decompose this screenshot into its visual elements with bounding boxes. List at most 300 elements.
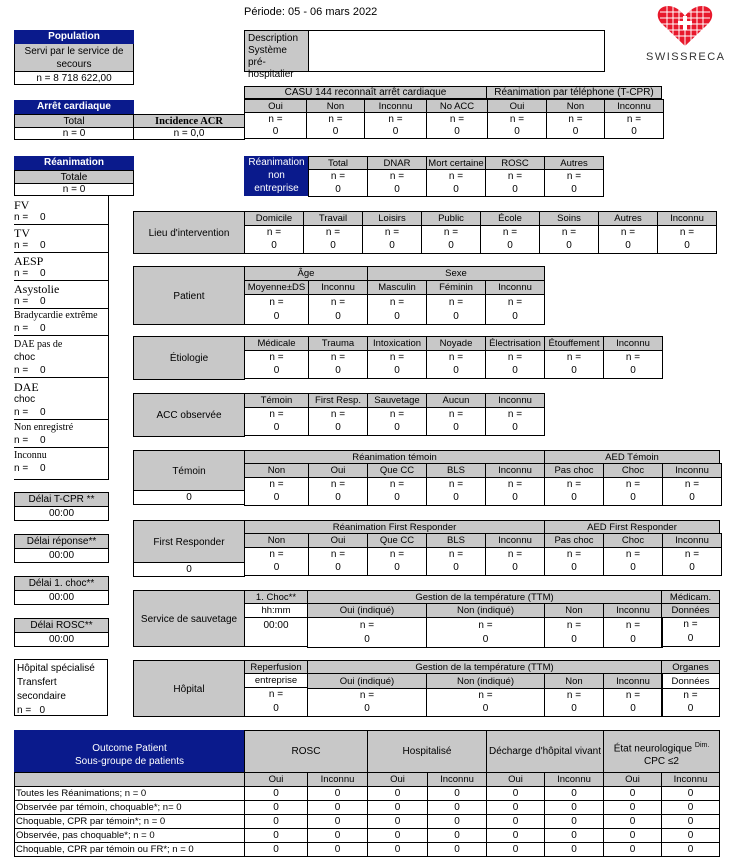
n-label: n = [625,620,641,631]
n-label: n = [389,479,405,490]
hopspec-box [14,659,108,716]
value-text: 0 [448,240,454,251]
outcome-value: 0 [367,786,428,801]
value-text: 0 [389,240,395,251]
value-text: 0 [335,311,341,322]
outcome-value: 0 [367,842,428,857]
outcome-value: 0 [307,800,368,815]
value-text: 0 [630,562,636,573]
column-header: Autres [544,156,604,170]
age-header: Âge [244,266,368,281]
n-label: n = [679,227,695,238]
divider [14,335,109,336]
n-label: n = [566,352,582,363]
column-header: Témoin [244,393,309,408]
outcome-value: 0 [603,842,662,857]
n-label: n = [389,409,405,420]
value-text: 0 [453,422,459,433]
divider [14,308,109,309]
value-text: 0 [392,126,399,137]
n-label: n = [448,171,464,182]
column-header: Choc [603,533,663,548]
n-label: n = [388,114,403,125]
column-header: Que CC [367,463,427,478]
description-input[interactable] [308,30,605,72]
outcome-value: 0 [544,842,604,857]
n-label: n = [566,549,582,560]
value-text: 0 [687,703,694,714]
outcome-value: 0 [367,814,428,829]
outcome-value: 0 [486,828,545,843]
value-text: 0 [453,365,459,376]
column-header: Inconnu [485,280,545,295]
outcome-group: Décharge d'hôpital vivant [486,730,604,773]
value-text: 0 [273,311,280,322]
column-header: Oui [308,463,368,478]
value-text: 0 [364,703,370,714]
column-header: Oui [487,99,547,113]
population-n: n = 8 718 622,00 [14,71,134,85]
delay-value: 00:00 [14,632,109,647]
column-header: No ACC [426,99,488,113]
n-label: n = [566,690,582,701]
outcome-row-label: Observée par témoin, choquable*; n= 0 [14,800,245,815]
tcpr-title: Réanimation par téléphone (T-CPR) [486,86,662,99]
n-label: n = [507,352,523,363]
n-label: n = [448,409,464,420]
divider [14,280,109,281]
outcome-value: 0 [427,814,487,829]
value-text: 0 [512,311,518,322]
temoin-title: Témoin [133,450,245,491]
outcome-value: 0 [661,800,720,815]
medic-data: Données [661,603,720,618]
n-label: n = [269,409,284,420]
etiologie-title: Étiologie [133,336,245,380]
n-label: n = [269,479,284,490]
outcome-value: 0 [427,842,487,857]
n-label: n = [328,114,343,125]
value-text: 0 [482,703,489,714]
delay-value: 00:00 [14,590,109,605]
rhythm-label: Non enregistré [14,422,74,433]
description-label [244,30,309,80]
sauvetage-title: Service de sauvetage [133,590,245,647]
value-text: 0 [512,422,518,433]
rhythm-label: DAE pas de [14,339,63,350]
column-header: Domicile [244,211,304,226]
column-header: Inconnu [364,99,427,113]
outcome-subheader: Inconnu [427,772,487,787]
divider [14,252,109,253]
firstresp-group2: AED First Responder [544,520,720,534]
rhythm-n: n = [14,212,29,223]
n-label: n = [448,549,464,560]
n-label: n = [325,227,341,238]
n-label: n = [448,297,464,308]
value-text: 0 [394,422,400,433]
organes-header: Organes [661,660,720,674]
nonentreprise-l3: entreprise [254,183,299,194]
column-header: Non [306,99,365,113]
column-header: Inconnu [485,463,545,478]
column-header: First Resp. [308,393,368,408]
rhythm-n: n = [14,296,29,307]
temoin-group2: AED Témoin [544,450,720,464]
hhmm-label: hh:mm [244,603,308,618]
arret-n: n = 0 [14,127,134,140]
column-header: Inconnu [657,211,717,226]
column-header: Autres [598,211,658,226]
rhythm-value: 0 [40,365,46,376]
outcome-row-label: Toutes les Réanimations; n = 0 [14,786,245,801]
outcome-value: 0 [307,814,368,829]
value-text: 0 [512,492,518,503]
dim-sup: Dim. [694,742,710,749]
column-header: Loisirs [362,211,422,226]
delay-label: Délai ROSC** [14,618,109,633]
n-label: n = [478,620,493,631]
column-header: Aucun [426,393,486,408]
value-text: 0 [482,634,489,645]
outcome-value: 0 [603,814,662,829]
n-label: n = [389,352,405,363]
arret-total: Total [14,114,134,128]
outcome-value: 0 [307,828,368,843]
reanimation-total: Totale [14,170,134,184]
outcome-group4-l1: État neurologique $^{Dim.}$ [613,742,710,755]
hopital-title: Hôpital [133,660,245,717]
n-label: n = [330,409,346,420]
hopspec-n: n = [17,705,32,716]
column-header: Inconnu [308,280,368,295]
heart-logo-icon [640,4,730,48]
outcome-value: 0 [244,842,308,857]
outcome-subheader: Inconnu [307,772,368,787]
column-header: Pas choc [544,533,604,548]
value-text: 0 [453,562,459,573]
n-label: n = [330,549,346,560]
rhythm-label2: choc [14,352,36,363]
outcome-value: 0 [603,828,662,843]
column-header: Moyenne±DS [244,280,309,295]
n-label: n = [507,549,523,560]
value-text: 0 [273,365,280,376]
n-label: n = [684,479,700,490]
swissreca-logo [640,4,730,66]
outcome-value: 0 [486,800,545,815]
rhythm-n: n = [14,323,29,334]
column-header: Non [244,463,309,478]
column-header: DNAR [367,156,427,170]
value-text: 0 [273,562,280,573]
description-line3: hospitalier [248,69,294,80]
column-header: Que CC [367,533,427,548]
medic-header: Médicam. [661,590,720,604]
population-sub2: secours [56,59,92,70]
column-header: Non [244,533,309,548]
outcome-value: 0 [661,786,720,801]
value-text: 0 [394,492,400,503]
n-label: n = [566,479,582,490]
n-label: n = [269,297,284,308]
outcome-value: 0 [544,828,604,843]
nonentreprise-l1: Réanimation [248,157,305,168]
value-text: 0 [394,562,400,573]
outcome-subheader: Inconnu [661,772,720,787]
value-text: 0 [630,703,636,714]
reperfusion-sub: entreprise [244,673,308,688]
outcome-value: 0 [244,786,308,801]
n-label: n = [448,352,464,363]
divider [14,447,109,448]
firstresp-title: First Responder [133,520,245,563]
delay-value: 00:00 [14,506,109,521]
nonentreprise-title [244,156,309,196]
column-header: Inconnu [603,603,663,618]
n-label: n = [359,690,375,701]
value-text: 0 [335,562,341,573]
column-header: Mort certaine [426,156,486,170]
outcome-group [603,730,720,773]
column-header: Choc [603,463,663,478]
hopspec-l2: Transfert secondaire [17,677,66,702]
n-label: n = [389,171,405,182]
value-text: 0 [630,365,636,376]
n-label: n = [509,114,525,125]
temoin-group1: Réanimation témoin [244,450,545,464]
outcome-value: 0 [544,814,604,829]
outcome-value: 0 [307,842,368,857]
column-header: Inconnu [603,673,663,689]
value-text: 0 [335,422,341,433]
firstresp-total: 0 [133,562,245,577]
outcome-value: 0 [486,786,545,801]
column-header: Inconnu [485,533,545,548]
column-header: ROSC [485,156,545,170]
hopspec-n-row [17,704,105,718]
description-line2: Système pré- [248,45,287,68]
outcome-value: 0 [661,814,720,829]
acc-title: ACC observée [133,393,245,437]
outcome-value: 0 [427,786,487,801]
outcome-group: ROSC [244,730,368,773]
n-label: n = [507,409,523,420]
divider [14,377,109,378]
column-header: Non (indiqué) [426,603,545,618]
value-text: 0 [272,126,279,137]
outcome-value: 0 [427,800,487,815]
n-label: n = [684,549,700,560]
patient-title: Patient [133,266,245,325]
lieu-title: Lieu d'intervention [133,211,245,254]
column-header: Masculin [367,280,427,295]
n-label: n = [620,227,636,238]
n-label: n = [384,227,400,238]
value-text: 0 [394,184,400,195]
value-text: 0 [330,240,336,251]
column-header: BLS [426,533,486,548]
column-header: Non (indiqué) [426,673,545,689]
outcome-title1: Outcome Patient [92,743,167,754]
value-text: 0 [364,634,370,645]
column-header: Inconnu [603,336,663,351]
divider [14,224,109,225]
n-label: n = [448,479,464,490]
value-text: 0 [571,492,577,503]
value-text: 0 [335,365,341,376]
population-box [14,44,134,72]
column-header: Oui (indiqué) [307,603,427,618]
rhythm-value: 0 [40,296,46,307]
value-text: 0 [394,365,400,376]
n-label: n = [389,297,405,308]
outcome-value: 0 [661,828,720,843]
value-text: 0 [689,562,695,573]
rhythm-value: 0 [40,463,46,474]
rhythm-n: n = [14,407,29,418]
n-label: n = [561,227,577,238]
column-header: Total [308,156,368,170]
outcome-value: 0 [486,814,545,829]
population-title: Population [14,30,134,44]
column-header: Public [421,211,481,226]
arret-title: Arrêt cardiaque [14,100,134,114]
choc-time: 00:00 [244,617,308,647]
value-text: 0 [453,492,459,503]
choc-header: 1. Choc** [244,590,308,604]
reanimation-title: Réanimation [14,156,134,170]
column-header: Non [544,673,604,689]
column-header: Travail [303,211,363,226]
hopspec-v: 0 [39,705,46,716]
n-label: n = [625,352,641,363]
column-header: Non [544,603,604,618]
n-label: n = [507,297,523,308]
rhythm-label: Inconnu [14,450,47,461]
n-label: n = [268,114,283,125]
column-header: BLS [426,463,486,478]
column-header: Pas choc [544,463,604,478]
n-label: n = [566,171,582,182]
value-text: 0 [453,311,459,322]
outcome-row-label: Choquable, CPR par témoin ou FR*; n = 0 [14,842,245,857]
n-label: n = [626,114,642,125]
value-text: 0 [454,126,460,137]
outcome-subheader: Oui [367,772,428,787]
column-header: Oui [308,533,368,548]
column-header: Inconnu [662,463,722,478]
rhythm-label: DAE [14,380,39,394]
rhythm-label: FV [14,198,30,212]
n-label: n = [507,171,523,182]
outcome-subheader: Oui [486,772,545,787]
outcome-value: 0 [367,800,428,815]
reanimation-n: n = 0 [14,183,134,196]
n-label: n = [389,549,405,560]
outcome-value: 0 [486,842,545,857]
column-header: Inconnu [604,99,664,113]
outcome-subheader: Inconnu [544,772,604,787]
value-text: 0 [571,703,577,714]
outcome-value: 0 [603,786,662,801]
rhythm-n: n = [14,240,29,251]
value-text: 0 [684,240,690,251]
value-text: 0 [394,311,400,322]
incidence-value: n = 0,0 [133,127,245,140]
rhythm-value: 0 [40,323,46,334]
outcome-subheader: Oui [244,772,308,787]
incidence-title: Incidence ACR [133,114,245,128]
value-text: 0 [335,184,341,195]
n-label: n = [502,227,518,238]
value-text: 0 [572,126,579,137]
rhythm-value: 0 [40,435,46,446]
outcome-title-box [14,730,245,772]
casu-title: CASU 144 reconnaît arrêt cardiaque [244,86,487,99]
value-text: 0 [335,492,341,503]
firstresp-group1: Réanimation First Responder [244,520,545,534]
value-text: 0 [631,126,637,137]
value-text: 0 [566,240,572,251]
outcome-value: 0 [544,786,604,801]
n-label: n = [269,352,284,363]
value-text: 0 [507,240,513,251]
rhythm-label: Asystolie [14,282,60,296]
value-text: 0 [630,634,636,645]
value-text: 0 [512,365,518,376]
column-header: Trauma [308,336,368,351]
value-text: 0 [571,184,577,195]
logo-text: SWISSRECA [646,51,726,63]
column-header: Sauvetage [367,393,427,408]
value-text: 0 [332,126,339,137]
outcome-row-label: Observée, pas choquable*; n = 0 [14,828,245,843]
column-header: Inconnu [662,533,722,548]
column-header: Étouffement [544,336,604,351]
column-header: Médicale [244,336,309,351]
delay-label: Délai T-CPR ** [14,492,109,507]
rhythm-n: n = [14,463,29,474]
reperfusion-header: Reperfusion [244,660,308,674]
n-label: n = [443,227,459,238]
n-label: n = [625,549,641,560]
n-label: n = [625,690,641,701]
column-header: Non [546,99,605,113]
outcome-value: 0 [367,828,428,843]
n-label: n = [507,479,523,490]
rhythm-value: 0 [40,240,46,251]
n-label: n = [449,114,465,125]
column-header: Féminin [426,280,486,295]
value-text: 0 [625,240,631,251]
n-label: n = [566,620,582,631]
n-label: n = [330,352,346,363]
n-label: n = [269,549,284,560]
outcome-value: 0 [661,842,720,857]
n-label: n = [683,690,698,701]
divider [14,419,109,420]
ttm-header: Gestion de la température (TTM) [307,590,662,604]
rhythm-label2: choc [14,394,36,405]
organes-data: Données [661,673,720,689]
column-header: Noyade [426,336,486,351]
n-label: n = [330,297,346,308]
outcome-group: Hospitalisé [367,730,487,773]
column-header: Électrisation [485,336,545,351]
outcome-value: 0 [603,800,662,815]
outcome-value: 0 [244,828,308,843]
